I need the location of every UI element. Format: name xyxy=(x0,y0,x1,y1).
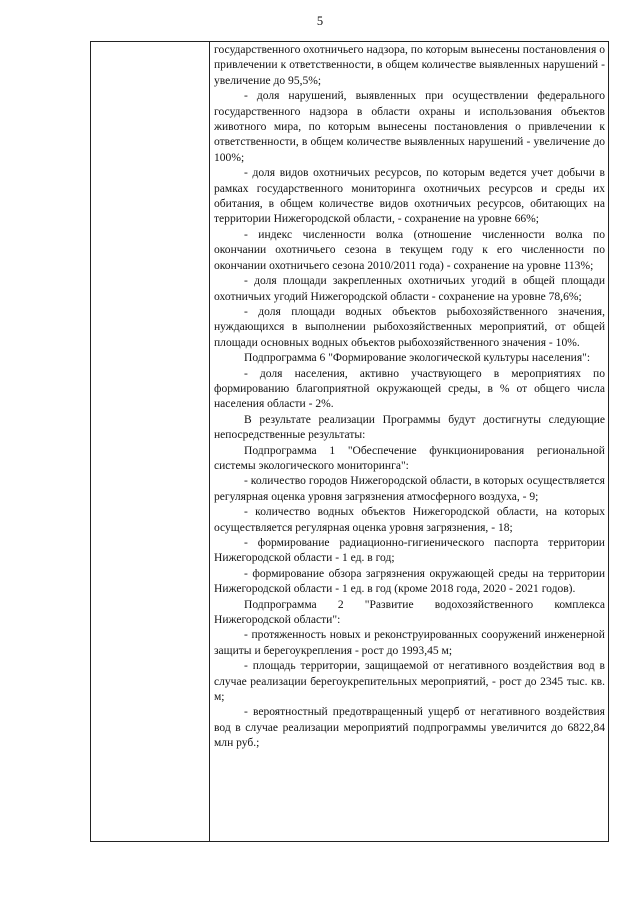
page-number: 5 xyxy=(316,14,324,28)
table-right-cell xyxy=(210,43,608,752)
paragraph-indicator: - доля нарушений, выявленных при осуществлении федерального государственного надзора в области охраны и использования объектов животного мира, по которым вынесены постановления о привлечении к ответственности, в общем количестве выявленных нарушений - увеличение до 100%; xyxy=(214,90,605,164)
paragraph-indicator: - индекс численности волка (отношение численности волка по окончании охотничьего сезона в текущем году к его численности по окончании охотничьего сезона 2010/2011 года) - сохранение на уровне 113%; xyxy=(214,228,605,272)
paragraph-result: - формирование радиационно-гигиенического паспорта территории Нижегородской области - 1 ед. в год; xyxy=(214,537,605,565)
paragraph-continuation: государственного охотничьего надзора, по которым вынесены постановления о привлечении к ответственности, в общем количестве выявленных нарушений - увеличение до 95,5%; xyxy=(214,44,605,87)
paragraph-subprogram-heading: Подпрограмма 2 "Развитие водохозяйственного комплекса Нижегородской области": xyxy=(214,598,605,627)
document-table xyxy=(90,41,609,842)
paragraph-indicator: - доля населения, активно участвующего в мероприятиях по формированию благоприятной окружающей среды, в % от общего числа населения области - 2%. xyxy=(214,367,605,411)
paragraph-result: - протяженность новых и реконструированных сооружений инженерной защиты и берегоукрепления - рост до 1993,45 м; xyxy=(214,629,605,657)
paragraph-indicator: - доля площади закрепленных охотничьих угодий в общей площади охотничьих угодий Нижегородской области - сохранение на уровне 78,6%; xyxy=(214,275,605,303)
paragraph-subprogram-heading: Подпрограмма 6 "Формирование экологической культуры населения": xyxy=(244,352,591,365)
paragraph-result: - количество водных объектов Нижегородской области, на которых осуществляется регулярная оценка уровня загрязнения, - 18; xyxy=(214,506,605,534)
paragraph-result: - количество городов Нижегородской области, в которых осуществляется регулярная оценка уровня загрязнения атмосферного воздуха, - 9; xyxy=(214,475,605,503)
paragraph-indicator: - доля площади водных объектов рыбохозяйственного значения, нуждающихся в выполнении рыбохозяйственных мероприятий, от общей площади основных водных объектов рыбохозяйственного значения - 10%. xyxy=(214,305,605,349)
table-left-cell xyxy=(91,42,210,841)
paragraph-result: - вероятностный предотвращенный ущерб от негативного воздействия вод в случае реализации мероприятий подпрограммы увеличится до 6822,84 млн руб.; xyxy=(214,706,605,750)
paragraph-results-intro: В результате реализации Программы будут достигнуты следующие непосредственные результаты: xyxy=(214,413,605,442)
paragraph-result: - площадь территории, защищаемой от негативного воздействия вод в случае реализации берегоукрепительных мероприятий, - рост до 2345 тыс. кв. м; xyxy=(214,660,605,704)
paragraph-subprogram-heading: Подпрограмма 1 "Обеспечение функционирования региональной системы экологического мониторинга": xyxy=(214,444,605,472)
paragraph-indicator: - доля видов охотничьих ресурсов, по которым ведется учет добычи в рамках государственного мониторинга охотничьих ресурсов и среды их обитания, в общем количестве видов охотничьих ресурсов, обитающих на территории Нижегородской области, - сохранение на уровне 66%; xyxy=(214,167,605,226)
paragraph-result: - формирование обзора загрязнения окружающей среды на территории Нижегородской области - 1 ед. в год (кроме 2018 года, 2020 - 2021 годов). xyxy=(214,567,605,596)
